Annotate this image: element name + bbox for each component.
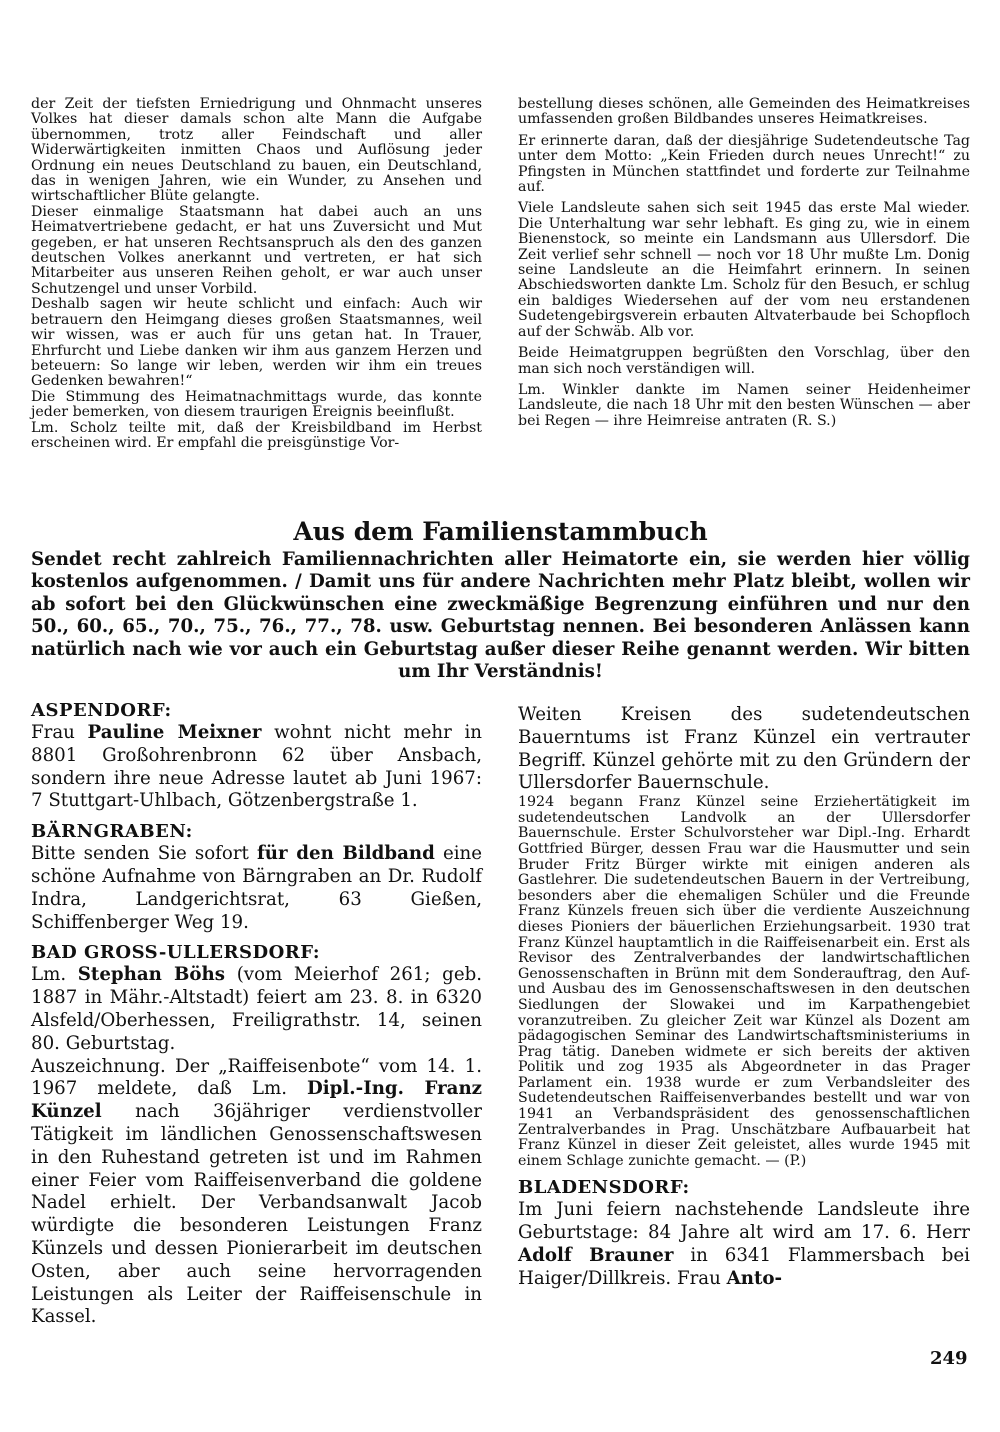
place-heading-aspendorf: ASPENDORF:: [31, 700, 172, 721]
paragraph: Dieser einmalige Staatsmann hat dabei auch an uns Heimatvertriebene gedacht, er hat uns Zuversicht und Mut gegeben, er hat unseren Rechtsanspruch als den des ganzen deutschen Volkes anerkannt und vertreten, er hat sich Mitarbeiter aus unseren Reihen geholt, er war auch unser Schutzengel und unser Vorbild.: [31, 203, 482, 297]
entry-aspendorf: Frau Pauline Meixner wohnt nicht mehr in 8801 Großohrenbronn 62 über Ansbach, sondern ihre neue Adresse lautet ab Juni 1967: 7 Stuttgart-Uhlbach, Götzenbergstraße 1.: [31, 722, 482, 812]
entry-baerngraben: Bitte senden Sie sofort für den Bildband eine schöne Aufnahme von Bärngraben an Dr. Rudolf Indra, Landgerichtsrat, 63 Gießen, Schiffenberger Weg 19.: [31, 843, 483, 933]
entry-kuenzel: Auszeichnung. Der „Raiffeisenbote“ vom 14. 1. 1967 meldete, daß Lm. Dipl.-Ing. Franz Künzel nach 36jähriger verdienstvoller Tätigkeit im ländlichen Genossenschaftswesen in den Ruhestand getreten ist und im Rahmen einer Feier vom Raiffeisenverband die goldene Nadel erhielt. Der Verbandsanwalt Jacob würdigte die besonderen Leistungen Franz Künzels und dessen Pionierarbeit im deutschen Osten, aber auch seine hervorragenden Leistungen als Leiter der Raiffeisenschule in Kassel.: [31, 1055, 482, 1328]
paragraph: Beide Heimatgruppen begrüßten den Vorschlag, über den man sich noch verständigen will.: [518, 345, 970, 377]
place-heading-bladensdorf: BLADENSDORF:: [518, 1177, 690, 1199]
paragraph: Viele Landsleute sahen sich seit 1945 das erste Mal wieder. Die Unterhaltung war sehr lebhaft. Es ging zu, wie in einem Bienenstock, so meinte ein Landsmann aus Ullersdorf. Die Zeit verlief sehr schnell — noch vor 18 Uhr mußte Lm. Donig seine Landsleute an die Heimfahrt erinnern. In seinen Abschiedsworten dankte Lm. Scholz für den Besuch, er schlug ein baldiges Wiedersehen auf der vom neu erstandenen Sudetengebirgsverein erbauten Altvaterbaude bei Schopfloch auf der Schwäb. Alb vor.: [518, 200, 970, 340]
top-right-column: [518, 97, 970, 429]
bottom-right-column: [518, 704, 970, 1291]
paragraph: bestellung dieses schönen, alle Gemeinden des Heimatkreises umfassenden großen Bildbandes unseres Heimatkreises.: [518, 96, 970, 128]
section-intro: Sendet recht zahlreich Familiennachrichten aller Heimatorte ein, sie werden hier völlig kostenlos aufgenommen. / Damit uns für andere Nachrichten mehr Platz bleibt, wollen wir ab sofort bei den Glückwünschen eine zweckmäßige Begrenzung einführen und nur den 50., 60., 65., 70., 75., 76., 77., 78. usw. Geburtstag nennen. Bei besonderen Anlässen kann natürlich nach wie vor auch ein Geburtstag außer dieser Reihe genannt werden. Wir bitten um Ihr Verständnis!: [31, 549, 970, 683]
entry-boehs: Lm. Stephan Böhs (vom Meierhof 261; geb. 1887 in Mähr.-Altstadt) feiert am 23. 8. in 6320 Alsfeld/Oberhessen, Freiligrathstr. 14, seinen 80. Geburtstag.: [31, 964, 483, 1054]
paragraph: Die Stimmung des Heimatnachmittags wurde, das konnte jeder bemerken, von diesem traurigen Ereignis beeinflußt.: [31, 388, 482, 421]
paragraph-kuenzel-intro: Weiten Kreisen des sudetendeutschen Bauerntums ist Franz Künzel ein vertrauter Begriff. Künzel gehörte mit zu den Gründern der Ullersdorfer Bauernschule.: [518, 704, 970, 794]
paragraph: Er erinnerte daran, daß der diesjährige Sudetendeutsche Tag unter dem Motto: „Kein Frieden durch neues Unrecht!“ zu Pfingsten in München stattfindet und forderte zur Teilnahme auf.: [518, 132, 970, 196]
bottom-left-column: [31, 700, 482, 1329]
paragraph-kuenzel-bio: 1924 begann Franz Künzel seine Erziehertätigkeit im sudetendeutschen Landvolk an der Ullersdorfer Bauernschule. Erster Schulvorsteher war Dipl.-Ing. Erhardt Gottfried Bürger, dessen Frau war die Hausmutter und sein Bruder Fritz Bürger wirkte mit einigen anderen als Gastlehrer. Die sudetendeutschen Bauern in der Vertreibung, besonders aber die ehemaligen Schüler und die Freunde Franz Künzels freuen sich über die verdiente Auszeichnung dieses Pioniers der bäuerlichen Erziehungsarbeit. 1930 trat Franz Künzel hauptamtlich in die Raiffeisenarbeit ein. Erst als Revisor des Zentralverbandes der landwirtschaftlichen Genossenschaften in Brünn mit dem Sonderauftrag, den Auf- und Ausbau des im Genossenschaftswesen in den deutschen Siedlungen der Slowakei und im Karpathengebiet voranzutreiben. Zu gleicher Zeit war Künzel als Dozent am pädagogischen Seminar des Landwirtschaftsministeriums in Prag tätig. Daneben widmete er sich bereits der aktiven Politik und zog 1935 als Abgeordneter in das Prager Parlament ein. 1938 wurde er zum Verbandsleiter des Sudetendeutschen Raiffeisenverbandes bestellt und war von 1941 an Verbandspräsident des genossenschaftlichen Zentralverbandes in Prag. Unschätzbare Aufbauarbeit hat Franz Künzel in dieser Zeit geleistet, alles wurde 1945 mit einem Schlage zunichte gemacht. — (P.): [518, 794, 970, 1169]
page-number: 249: [930, 1348, 968, 1369]
top-left-column: [31, 97, 482, 451]
entry-bladensdorf: Im Juni feiern nachstehende Landsleute ihre Geburtstage: 84 Jahre alt wird am 17. 6. Herr Adolf Brauner in 6341 Flammersbach bei Haiger/Dillkreis. Frau Anto-: [518, 1199, 970, 1289]
place-heading-bad-gross-ullersdorf: BAD GROSS-ULLERSDORF:: [31, 942, 321, 964]
section-title: Aus dem Familienstammbuch: [293, 517, 708, 546]
section-heading: [31, 517, 970, 683]
paragraph: Deshalb sagen wir heute schlicht und einfach: Auch wir betrauern den Heimgang dieses großen Staatsmannes, weil wir wissen, was er auch für uns getan hat. In Trauer, Ehrfurcht und Liebe danken wir ihm aus ganzem Herzen und beteuern: So lange wir leben, werden wir ihm ein treues Gedenken bewahren!“: [31, 296, 482, 390]
paragraph: Lm. Scholz teilte mit, daß der Kreisbildband im Herbst erscheinen wird. Er empfahl die preisgünstige Vor-: [31, 419, 482, 451]
paragraph: Lm. Winkler dankte im Namen seiner Heidenheimer Landsleute, die nach 18 Uhr mit den besten Wünschen — aber bei Regen — ihre Heimreise antraten (R. S.): [518, 381, 970, 429]
paragraph: der Zeit der tiefsten Erniedrigung und Ohnmacht unseres Volkes hat dieser damals schon alte Mann die Aufgabe übernommen, trotz aller Feindschaft und aller Widerwärtigkeiten inmitten Chaos und Auflösung jeder Ordnung ein neues Deutschland zu bauen, ein Deutschland, das in wenigen Jahren, wie ein Wunder, zu Ansehen und wirtschaftlicher Blüte gelangte.: [31, 96, 482, 205]
place-heading-baerngraben: BÄRNGRABEN:: [31, 821, 193, 843]
